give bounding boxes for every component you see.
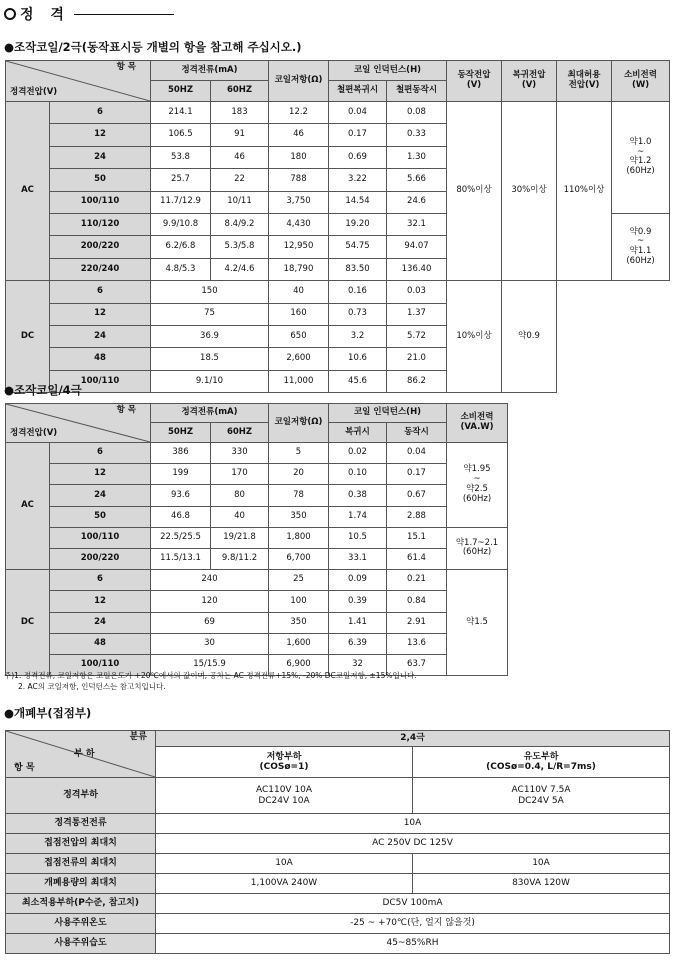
value-cell: 69	[151, 612, 269, 633]
group-label-dc: DC	[6, 570, 50, 676]
row-label: 개폐용량의 최대치	[6, 874, 156, 894]
table-row	[6, 914, 670, 934]
value-cell: 214.1	[151, 102, 211, 124]
value-cell: 21.0	[387, 348, 447, 370]
value-cell: 33.1	[329, 548, 387, 569]
row-label: 접점전압의 최대치	[6, 834, 156, 854]
table-row	[6, 814, 670, 834]
value-cell: 15/15.9	[151, 654, 269, 675]
table-row	[6, 570, 508, 591]
value-cell: 15.1	[387, 527, 447, 548]
bullet-circle-icon	[4, 8, 16, 20]
value-cell: 3,750	[269, 191, 329, 213]
power-ac-value-1: 약1.95 ~ 약2.5 (60Hz)	[447, 443, 508, 528]
value-cell: 18,790	[269, 258, 329, 280]
voltage-cell: 100/110	[50, 527, 151, 548]
value-cell: 6,900	[269, 654, 329, 675]
voltage-cell: 6	[50, 281, 151, 303]
voltage-cell: 24	[50, 146, 151, 168]
value-cell: 78	[269, 485, 329, 506]
value-cell: 83.50	[329, 258, 387, 280]
value-cell: 5.66	[387, 169, 447, 191]
value-cell: 10.6	[329, 348, 387, 370]
section-title-coil-2pole: ●조작코일/2극(동작표시등 개별의 항을 참고해 주십시오.)	[4, 40, 302, 54]
value-cell: 6,700	[269, 548, 329, 569]
value-cell: 0.17	[387, 464, 447, 485]
value-cell: AC 250V DC 125V	[156, 834, 670, 854]
value-cell: 183	[211, 102, 269, 124]
inductive-value: AC110V 7.5A DC24V 5A	[413, 778, 670, 814]
row-label: 최소적용부하(P수준, 참고치)	[6, 894, 156, 914]
power-ac-value-1: 약1.0 ~ 약1.2 (60Hz)	[612, 102, 670, 214]
value-cell: 120	[151, 591, 269, 612]
item-header: 항 목 정격전압(V)	[6, 61, 151, 102]
table-row	[6, 348, 670, 370]
voltage-cell: 12	[50, 591, 151, 612]
value-cell: 3.2	[329, 325, 387, 347]
value-cell: 9.9/10.8	[151, 213, 211, 235]
voltage-cell: 110/120	[50, 213, 151, 235]
row-label: 사용주위온도	[6, 914, 156, 934]
value-cell: 1,600	[269, 633, 329, 654]
value-cell: 45.6	[329, 370, 387, 392]
contacts-table	[5, 730, 670, 954]
value-cell: 30	[151, 633, 269, 654]
rated-current-header: 정격전류(mA)	[151, 404, 269, 423]
coil-4pole-table	[5, 403, 508, 676]
value-cell: 4.2/4.6	[211, 258, 269, 280]
page-title: 정 격	[20, 7, 70, 23]
inductive-value: 10A	[413, 854, 670, 874]
release-voltage-ac-value: 30%이상	[502, 102, 557, 281]
value-cell: 6.39	[329, 633, 387, 654]
row-label: 정격부하	[6, 778, 156, 814]
value-cell: 11.7/12.9	[151, 191, 211, 213]
power-ac-value-2: 약0.9 ~ 약1.1 (60Hz)	[612, 213, 670, 280]
value-cell: 12,950	[269, 236, 329, 258]
value-cell: 94.07	[387, 236, 447, 258]
voltage-cell: 12	[50, 303, 151, 325]
value-cell: 5	[269, 443, 329, 464]
table-row	[6, 778, 670, 814]
voltage-cell: 50	[50, 169, 151, 191]
hz60-header: 60HZ	[211, 423, 269, 443]
poles-header: 2,4극	[156, 731, 670, 747]
value-cell: 0.04	[329, 102, 387, 124]
value-cell: 0.16	[329, 281, 387, 303]
value-cell: 36.9	[151, 325, 269, 347]
value-cell: 11.5/13.1	[151, 548, 211, 569]
table-row	[6, 485, 508, 506]
voltage-cell: 220/240	[50, 258, 151, 280]
value-cell: 32.1	[387, 213, 447, 235]
value-cell: 4,430	[269, 213, 329, 235]
group-label-ac: AC	[6, 102, 50, 281]
table-row	[6, 934, 670, 954]
voltage-cell: 100/110	[50, 370, 151, 392]
value-cell: 1.74	[329, 506, 387, 527]
value-cell: 0.73	[329, 303, 387, 325]
row-label: 사용주위습도	[6, 934, 156, 954]
operating-voltage-header: 동작전압 (V)	[447, 61, 502, 102]
value-cell: 63.7	[387, 654, 447, 675]
table-row	[6, 894, 670, 914]
table-row	[6, 506, 508, 527]
table-row	[6, 325, 670, 347]
value-cell: 180	[269, 146, 329, 168]
section-title-contacts: ●개폐부(접점부)	[4, 706, 92, 720]
value-cell: 11,000	[269, 370, 329, 392]
table-row	[6, 443, 508, 464]
power-dc-value: 약0.9	[502, 281, 557, 393]
table-row	[6, 303, 670, 325]
value-cell: 54.75	[329, 236, 387, 258]
table-row	[6, 370, 670, 392]
value-cell: 0.03	[387, 281, 447, 303]
value-cell: DC5V 100mA	[156, 894, 670, 914]
value-cell: 788	[269, 169, 329, 191]
value-cell: 3.22	[329, 169, 387, 191]
resistive-load-header: 저항부하 (COSø=1)	[156, 747, 413, 778]
hz60-header: 60HZ	[211, 81, 269, 102]
voltage-cell: 6	[50, 570, 151, 591]
table-row	[6, 612, 508, 633]
value-cell: 18.5	[151, 348, 269, 370]
resistive-value: 10A	[156, 854, 413, 874]
value-cell: 40	[211, 506, 269, 527]
value-cell: -25 ~ +70℃(단, 얼지 않을것)	[156, 914, 670, 934]
voltage-cell: 100/110	[50, 191, 151, 213]
value-cell: 100	[269, 591, 329, 612]
coil-inductance-header: 코일 인덕턴스(H)	[329, 404, 447, 423]
value-cell: 1.37	[387, 303, 447, 325]
group-label-ac: AC	[6, 443, 50, 570]
table-row	[6, 281, 670, 303]
value-cell: 2.91	[387, 612, 447, 633]
value-cell: 45~85%RH	[156, 934, 670, 954]
operate-header: 철편동작시	[387, 81, 447, 102]
coil-2pole-table	[5, 60, 670, 393]
value-cell: 86.2	[387, 370, 447, 392]
row-label: 접점전류의 최대치	[6, 854, 156, 874]
section-title-coil-4pole: ●조작코일/4극	[4, 383, 82, 397]
table-row	[6, 854, 670, 874]
release-voltage-header: 복귀전압 (V)	[502, 61, 557, 102]
value-cell: 0.69	[329, 146, 387, 168]
value-cell: 650	[269, 325, 329, 347]
coil-resistance-header: 코일저항(Ω)	[269, 61, 329, 102]
table-row	[6, 591, 508, 612]
value-cell: 5.72	[387, 325, 447, 347]
inductive-value: 830VA 120W	[413, 874, 670, 894]
value-cell: 170	[211, 464, 269, 485]
release-header: 복귀시	[329, 423, 387, 443]
value-cell: 150	[151, 281, 269, 303]
power-dc-value: 약1.5	[447, 570, 508, 676]
value-cell: 9.1/10	[151, 370, 269, 392]
value-cell: 136.40	[387, 258, 447, 280]
voltage-cell: 24	[50, 612, 151, 633]
value-cell: 1.30	[387, 146, 447, 168]
operate-header: 동작시	[387, 423, 447, 443]
voltage-cell: 200/220	[50, 236, 151, 258]
voltage-cell: 24	[50, 325, 151, 347]
value-cell: 25	[269, 570, 329, 591]
value-cell: 5.3/5.8	[211, 236, 269, 258]
value-cell: 6.2/6.8	[151, 236, 211, 258]
table-row	[6, 548, 508, 569]
hz50-header: 50HZ	[151, 423, 211, 443]
table-row	[6, 874, 670, 894]
value-cell: 0.09	[329, 570, 387, 591]
value-cell: 1.41	[329, 612, 387, 633]
voltage-cell: 48	[50, 348, 151, 370]
value-cell: 8.4/9.2	[211, 213, 269, 235]
value-cell: 106.5	[151, 124, 211, 146]
value-cell: 20	[269, 464, 329, 485]
value-cell: 2.88	[387, 506, 447, 527]
table-row	[6, 102, 670, 124]
table-row	[6, 633, 508, 654]
power-ac-value-2: 약1.7~2.1 (60Hz)	[447, 527, 508, 569]
section-header	[4, 2, 70, 26]
rated-current-header: 정격전류(mA)	[151, 61, 269, 81]
value-cell: 93.6	[151, 485, 211, 506]
value-cell: 4.8/5.3	[151, 258, 211, 280]
value-cell: 240	[151, 570, 269, 591]
value-cell: 91	[211, 124, 269, 146]
voltage-cell: 6	[50, 443, 151, 464]
value-cell: 32	[329, 654, 387, 675]
value-cell: 0.84	[387, 591, 447, 612]
value-cell: 19.20	[329, 213, 387, 235]
value-cell: 40	[269, 281, 329, 303]
value-cell: 0.33	[387, 124, 447, 146]
voltage-cell: 6	[50, 102, 151, 124]
value-cell: 80	[211, 485, 269, 506]
value-cell: 0.67	[387, 485, 447, 506]
power-header: 소비전력 (W)	[612, 61, 670, 102]
value-cell: 0.39	[329, 591, 387, 612]
value-cell: 0.38	[329, 485, 387, 506]
value-cell: 46	[269, 124, 329, 146]
value-cell: 25.7	[151, 169, 211, 191]
hz50-header: 50HZ	[151, 81, 211, 102]
value-cell: 9.8/11.2	[211, 548, 269, 569]
value-cell: 22	[211, 169, 269, 191]
value-cell: 160	[269, 303, 329, 325]
resistive-value: AC110V 10A DC24V 10A	[156, 778, 413, 814]
value-cell: 386	[151, 443, 211, 464]
value-cell: 14.54	[329, 191, 387, 213]
table-row	[6, 464, 508, 485]
value-cell: 10A	[156, 814, 670, 834]
voltage-cell: 12	[50, 124, 151, 146]
value-cell: 13.6	[387, 633, 447, 654]
value-cell: 12.2	[269, 102, 329, 124]
value-cell: 350	[269, 506, 329, 527]
value-cell: 199	[151, 464, 211, 485]
value-cell: 0.10	[329, 464, 387, 485]
release-header: 철편복귀시	[329, 81, 387, 102]
table-row	[6, 834, 670, 854]
value-cell: 1,800	[269, 527, 329, 548]
value-cell: 46	[211, 146, 269, 168]
voltage-cell: 24	[50, 485, 151, 506]
voltage-cell: 12	[50, 464, 151, 485]
footnote-2: 2. AC의 코일저항, 인덕턴스는 참고치입니다.	[18, 682, 166, 691]
voltage-cell: 100/110	[50, 654, 151, 675]
value-cell: 0.04	[387, 443, 447, 464]
table-row	[6, 527, 508, 548]
value-cell: 0.02	[329, 443, 387, 464]
voltage-cell: 50	[50, 506, 151, 527]
item-header: 분류 부 하 항 목	[6, 731, 156, 778]
operating-voltage-value: 80%이상	[447, 102, 502, 281]
value-cell: 61.4	[387, 548, 447, 569]
value-cell: 10.5	[329, 527, 387, 548]
value-cell: 0.17	[329, 124, 387, 146]
inductive-load-header: 유도부하 (COSø=0.4, L/R=7ms)	[413, 747, 670, 778]
release-voltage-dc-value: 10%이상	[447, 281, 502, 393]
value-cell: 330	[211, 443, 269, 464]
coil-inductance-header: 코일 인덕턴스(H)	[329, 61, 447, 81]
max-voltage-header: 최대허용 전압(V)	[557, 61, 612, 102]
max-voltage-value: 110%이상	[557, 102, 612, 281]
value-cell: 22.5/25.5	[151, 527, 211, 548]
value-cell: 46.8	[151, 506, 211, 527]
value-cell: 350	[269, 612, 329, 633]
value-cell: 19/21.8	[211, 527, 269, 548]
coil-resistance-header: 코일저항(Ω)	[269, 404, 329, 443]
value-cell: 10/11	[211, 191, 269, 213]
voltage-cell: 200/220	[50, 548, 151, 569]
value-cell: 75	[151, 303, 269, 325]
value-cell: 2,600	[269, 348, 329, 370]
group-label-dc: DC	[6, 281, 50, 393]
item-header: 항 목 정격전압(V)	[6, 404, 151, 443]
power-header: 소비전력 (VA.W)	[447, 404, 508, 443]
value-cell: 24.6	[387, 191, 447, 213]
value-cell: 53.8	[151, 146, 211, 168]
value-cell: 0.21	[387, 570, 447, 591]
voltage-cell: 48	[50, 633, 151, 654]
footnote-1: 주)1. 정격전류, 코일저항은 코일온도가 +20℃에서의 값이며, 공차는 AC 정격전류+15%, -20% DC코일저항, ±15%입니다.	[4, 671, 417, 680]
value-cell: 0.08	[387, 102, 447, 124]
row-label: 정격통전전류	[6, 814, 156, 834]
resistive-value: 1,100VA 240W	[156, 874, 413, 894]
